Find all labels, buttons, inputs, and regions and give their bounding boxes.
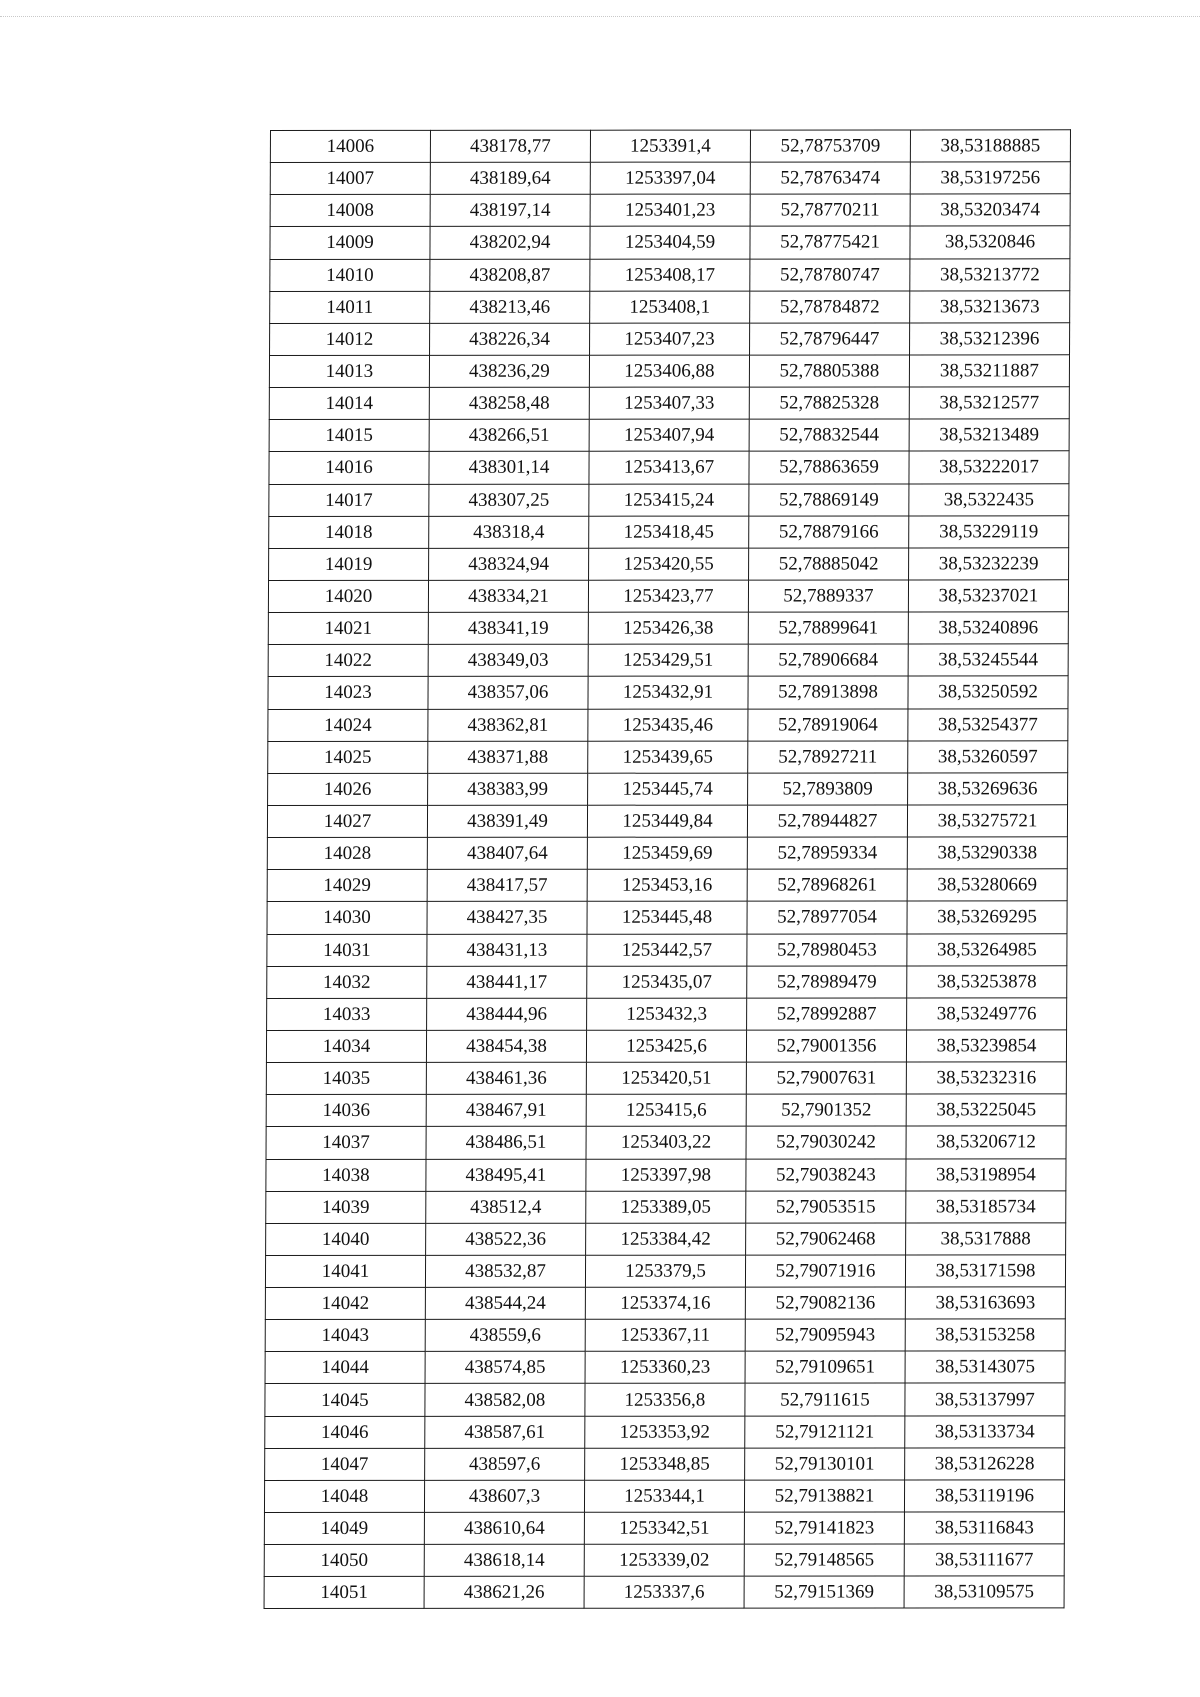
x-coordinate-cell: 438178,77 <box>430 130 590 162</box>
longitude-cell: 38,53232239 <box>909 548 1069 580</box>
y-coordinate-cell: 1253384,42 <box>586 1223 746 1255</box>
latitude-cell: 52,78977054 <box>747 901 907 933</box>
longitude-cell: 38,53197256 <box>910 162 1070 194</box>
x-coordinate-cell: 438522,36 <box>426 1223 586 1255</box>
latitude-cell: 52,78805388 <box>749 355 909 387</box>
latitude-cell: 52,78959334 <box>747 837 907 869</box>
latitude-cell: 52,79121121 <box>745 1416 905 1448</box>
point-number-cell: 14033 <box>267 998 427 1030</box>
x-coordinate-cell: 438441,17 <box>427 966 587 998</box>
point-number-cell: 14019 <box>269 548 429 580</box>
table-row <box>265 1415 1065 1448</box>
y-coordinate-cell: 1253408,1 <box>590 291 750 323</box>
document-sheet <box>270 130 1071 1609</box>
longitude-cell: 38,53143075 <box>905 1351 1065 1383</box>
x-coordinate-cell: 438417,57 <box>427 869 587 901</box>
point-number-cell: 14023 <box>268 677 428 709</box>
point-number-cell: 14038 <box>266 1159 426 1191</box>
point-number-cell: 14028 <box>267 837 427 869</box>
longitude-cell: 38,53116843 <box>904 1512 1064 1544</box>
x-coordinate-cell: 438427,35 <box>427 902 587 934</box>
longitude-cell: 38,53222017 <box>909 451 1069 483</box>
latitude-cell: 52,7901352 <box>746 1094 906 1126</box>
point-number-cell: 14051 <box>264 1577 424 1609</box>
point-number-cell: 14030 <box>267 902 427 934</box>
point-number-cell: 14031 <box>267 934 427 966</box>
y-coordinate-cell: 1253449,84 <box>587 805 747 837</box>
longitude-cell: 38,53232316 <box>906 1062 1066 1094</box>
table-row <box>269 387 1069 420</box>
table-row <box>267 837 1067 870</box>
longitude-cell: 38,53213489 <box>909 419 1069 451</box>
point-number-cell: 14026 <box>268 773 428 805</box>
x-coordinate-cell: 438197,14 <box>430 195 590 227</box>
table-row <box>265 1319 1065 1352</box>
longitude-cell: 38,53153258 <box>905 1319 1065 1351</box>
longitude-cell: 38,53203474 <box>910 194 1070 226</box>
longitude-cell: 38,53133734 <box>905 1415 1065 1447</box>
latitude-cell: 52,78968261 <box>747 869 907 901</box>
table-row <box>267 998 1067 1031</box>
point-number-cell: 14043 <box>265 1320 425 1352</box>
point-number-cell: 14047 <box>265 1448 425 1480</box>
latitude-cell: 52,79138821 <box>744 1480 904 1512</box>
y-coordinate-cell: 1253425,6 <box>586 1030 746 1062</box>
point-number-cell: 14039 <box>266 1191 426 1223</box>
point-number-cell: 14009 <box>270 227 430 259</box>
x-coordinate-cell: 438334,21 <box>428 580 588 612</box>
x-coordinate-cell: 438202,94 <box>430 227 590 259</box>
table-row <box>266 1030 1066 1063</box>
latitude-cell: 52,78763474 <box>750 162 910 194</box>
y-coordinate-cell: 1253374,16 <box>585 1287 745 1319</box>
point-number-cell: 14035 <box>266 1062 426 1094</box>
latitude-cell: 52,79095943 <box>745 1319 905 1351</box>
latitude-cell: 52,78992887 <box>747 998 907 1030</box>
y-coordinate-cell: 1253356,8 <box>585 1384 745 1416</box>
point-number-cell: 14010 <box>270 259 430 291</box>
point-number-cell: 14018 <box>269 516 429 548</box>
longitude-cell: 38,53229119 <box>909 515 1069 547</box>
coordinates-table <box>264 129 1071 1609</box>
y-coordinate-cell: 1253379,5 <box>585 1255 745 1287</box>
table-row <box>270 194 1070 227</box>
point-number-cell: 14017 <box>269 484 429 516</box>
longitude-cell: 38,53239854 <box>906 1030 1066 1062</box>
latitude-cell: 52,79030242 <box>746 1126 906 1158</box>
y-coordinate-cell: 1253423,77 <box>588 580 748 612</box>
longitude-cell: 38,53171598 <box>905 1255 1065 1287</box>
longitude-cell: 38,53206712 <box>906 1126 1066 1158</box>
table-row <box>266 1223 1066 1256</box>
longitude-cell: 38,53253878 <box>907 965 1067 997</box>
x-coordinate-cell: 438467,91 <box>426 1094 586 1126</box>
table-row <box>265 1448 1065 1481</box>
longitude-cell: 38,53245544 <box>908 644 1068 676</box>
point-number-cell: 14012 <box>270 323 430 355</box>
y-coordinate-cell: 1253367,11 <box>585 1319 745 1351</box>
point-number-cell: 14015 <box>269 420 429 452</box>
latitude-cell: 52,78913898 <box>748 676 908 708</box>
longitude-cell: 38,53213772 <box>910 258 1070 290</box>
longitude-cell: 38,53212577 <box>909 387 1069 419</box>
x-coordinate-cell: 438318,4 <box>429 516 589 548</box>
point-number-cell: 14008 <box>270 195 430 227</box>
point-number-cell: 14029 <box>267 870 427 902</box>
x-coordinate-cell: 438486,51 <box>426 1127 586 1159</box>
table-row <box>266 1062 1066 1095</box>
point-number-cell: 14020 <box>268 580 428 612</box>
x-coordinate-cell: 438362,81 <box>428 709 588 741</box>
longitude-cell: 38,53269295 <box>907 901 1067 933</box>
x-coordinate-cell: 438512,4 <box>426 1191 586 1223</box>
point-number-cell: 14007 <box>270 163 430 195</box>
x-coordinate-cell: 438532,87 <box>425 1255 585 1287</box>
latitude-cell: 52,79053515 <box>746 1191 906 1223</box>
y-coordinate-cell: 1253432,3 <box>587 998 747 1030</box>
y-coordinate-cell: 1253342,51 <box>584 1512 744 1544</box>
x-coordinate-cell: 438236,29 <box>429 355 589 387</box>
y-coordinate-cell: 1253429,51 <box>588 644 748 676</box>
latitude-cell: 52,78919064 <box>748 708 908 740</box>
table-row <box>269 451 1069 484</box>
table-row <box>270 226 1070 259</box>
y-coordinate-cell: 1253445,48 <box>587 901 747 933</box>
latitude-cell: 52,79071916 <box>745 1255 905 1287</box>
latitude-cell: 52,79151369 <box>744 1576 904 1608</box>
y-coordinate-cell: 1253407,94 <box>589 419 749 451</box>
table-row <box>266 1094 1066 1127</box>
longitude-cell: 38,53225045 <box>906 1094 1066 1126</box>
x-coordinate-cell: 438621,26 <box>424 1577 584 1609</box>
longitude-cell: 38,53250592 <box>908 676 1068 708</box>
point-number-cell: 14040 <box>266 1223 426 1255</box>
table-row <box>267 933 1067 966</box>
point-number-cell: 14016 <box>269 452 429 484</box>
x-coordinate-cell: 438213,46 <box>430 291 590 323</box>
table-row <box>270 291 1070 324</box>
x-coordinate-cell: 438266,51 <box>429 419 589 451</box>
y-coordinate-cell: 1253407,33 <box>589 387 749 419</box>
y-coordinate-cell: 1253439,65 <box>588 741 748 773</box>
y-coordinate-cell: 1253413,67 <box>589 451 749 483</box>
point-number-cell: 14021 <box>268 612 428 644</box>
latitude-cell: 52,78796447 <box>750 323 910 355</box>
x-coordinate-cell: 438587,61 <box>425 1416 585 1448</box>
y-coordinate-cell: 1253415,6 <box>586 1094 746 1126</box>
latitude-cell: 52,78780747 <box>750 259 910 291</box>
longitude-cell: 38,53126228 <box>905 1448 1065 1480</box>
y-coordinate-cell: 1253360,23 <box>585 1351 745 1383</box>
longitude-cell: 38,53212396 <box>910 323 1070 355</box>
table-row <box>269 419 1069 452</box>
point-number-cell: 14045 <box>265 1384 425 1416</box>
table-row <box>268 676 1068 709</box>
y-coordinate-cell: 1253353,92 <box>585 1416 745 1448</box>
point-number-cell: 14036 <box>266 1095 426 1127</box>
longitude-cell: 38,53290338 <box>907 837 1067 869</box>
point-number-cell: 14042 <box>265 1287 425 1319</box>
latitude-cell: 52,78989479 <box>747 966 907 998</box>
x-coordinate-cell: 438391,49 <box>427 805 587 837</box>
table-row <box>270 130 1070 163</box>
point-number-cell: 14034 <box>266 1030 426 1062</box>
table-row <box>267 901 1067 934</box>
point-number-cell: 14050 <box>264 1545 424 1577</box>
y-coordinate-cell: 1253403,22 <box>586 1126 746 1158</box>
x-coordinate-cell: 438357,06 <box>428 677 588 709</box>
latitude-cell: 52,7893809 <box>748 773 908 805</box>
table-row <box>270 258 1070 291</box>
longitude-cell: 38,53275721 <box>907 805 1067 837</box>
y-coordinate-cell: 1253391,4 <box>590 130 750 162</box>
y-coordinate-cell: 1253420,55 <box>589 548 749 580</box>
point-number-cell: 14024 <box>268 709 428 741</box>
longitude-cell: 38,53249776 <box>907 998 1067 1030</box>
x-coordinate-cell: 438461,36 <box>426 1062 586 1094</box>
x-coordinate-cell: 438495,41 <box>426 1159 586 1191</box>
table-row <box>264 1512 1064 1545</box>
table-row <box>265 1255 1065 1288</box>
longitude-cell: 38,53254377 <box>908 708 1068 740</box>
y-coordinate-cell: 1253459,69 <box>587 837 747 869</box>
y-coordinate-cell: 1253406,88 <box>589 355 749 387</box>
latitude-cell: 52,78869149 <box>749 483 909 515</box>
table-row <box>268 580 1068 613</box>
y-coordinate-cell: 1253426,38 <box>588 612 748 644</box>
x-coordinate-cell: 438574,85 <box>425 1352 585 1384</box>
latitude-cell: 52,78753709 <box>750 130 910 162</box>
latitude-cell: 52,78899641 <box>748 612 908 644</box>
point-number-cell: 14041 <box>265 1255 425 1287</box>
y-coordinate-cell: 1253418,45 <box>589 516 749 548</box>
table-row <box>267 805 1067 838</box>
point-number-cell: 14037 <box>266 1127 426 1159</box>
longitude-cell: 38,53260597 <box>908 740 1068 772</box>
x-coordinate-cell: 438610,64 <box>424 1512 584 1544</box>
point-number-cell: 14014 <box>269 387 429 419</box>
x-coordinate-cell: 438544,24 <box>425 1287 585 1319</box>
x-coordinate-cell: 438307,25 <box>429 484 589 516</box>
table-row <box>268 612 1068 645</box>
y-coordinate-cell: 1253401,23 <box>590 194 750 226</box>
y-coordinate-cell: 1253344,1 <box>584 1480 744 1512</box>
longitude-cell: 38,5322435 <box>909 483 1069 515</box>
y-coordinate-cell: 1253337,6 <box>584 1576 744 1608</box>
table-row <box>265 1351 1065 1384</box>
point-number-cell: 14022 <box>268 645 428 677</box>
x-coordinate-cell: 438208,87 <box>430 259 590 291</box>
longitude-cell: 38,53111677 <box>904 1544 1064 1576</box>
longitude-cell: 38,53213673 <box>910 291 1070 323</box>
x-coordinate-cell: 438301,14 <box>429 452 589 484</box>
point-number-cell: 14046 <box>265 1416 425 1448</box>
point-number-cell: 14006 <box>270 130 430 162</box>
table-row <box>265 1383 1065 1416</box>
x-coordinate-cell: 438431,13 <box>427 934 587 966</box>
y-coordinate-cell: 1253397,98 <box>586 1159 746 1191</box>
x-coordinate-cell: 438444,96 <box>427 998 587 1030</box>
longitude-cell: 38,53163693 <box>905 1287 1065 1319</box>
y-coordinate-cell: 1253435,07 <box>587 966 747 998</box>
latitude-cell: 52,79141823 <box>744 1512 904 1544</box>
y-coordinate-cell: 1253445,74 <box>588 773 748 805</box>
latitude-cell: 52,78775421 <box>750 226 910 258</box>
x-coordinate-cell: 438189,64 <box>430 162 590 194</box>
table-row <box>268 773 1068 806</box>
table-row <box>265 1287 1065 1320</box>
longitude-cell: 38,53119196 <box>904 1480 1064 1512</box>
coordinates-table-body <box>264 130 1070 1609</box>
y-coordinate-cell: 1253415,24 <box>589 484 749 516</box>
x-coordinate-cell: 438454,38 <box>426 1030 586 1062</box>
longitude-cell: 38,53269636 <box>908 773 1068 805</box>
longitude-cell: 38,53264985 <box>907 933 1067 965</box>
latitude-cell: 52,79062468 <box>746 1223 906 1255</box>
latitude-cell: 52,79109651 <box>745 1351 905 1383</box>
y-coordinate-cell: 1253453,16 <box>587 869 747 901</box>
point-number-cell: 14048 <box>264 1480 424 1512</box>
point-number-cell: 14027 <box>267 805 427 837</box>
table-row <box>270 162 1070 195</box>
latitude-cell: 52,7889337 <box>748 580 908 612</box>
point-number-cell: 14025 <box>268 741 428 773</box>
x-coordinate-cell: 438618,14 <box>424 1544 584 1576</box>
x-coordinate-cell: 438597,6 <box>425 1448 585 1480</box>
latitude-cell: 52,79130101 <box>745 1448 905 1480</box>
y-coordinate-cell: 1253339,02 <box>584 1544 744 1576</box>
table-row <box>264 1576 1064 1609</box>
table-row <box>269 548 1069 581</box>
scan-edge-line <box>0 16 1200 17</box>
table-row <box>266 1190 1066 1223</box>
latitude-cell: 52,78832544 <box>749 419 909 451</box>
y-coordinate-cell: 1253435,46 <box>588 709 748 741</box>
latitude-cell: 52,78927211 <box>748 741 908 773</box>
longitude-cell: 38,53198954 <box>906 1158 1066 1190</box>
x-coordinate-cell: 438341,19 <box>428 612 588 644</box>
longitude-cell: 38,5320846 <box>910 226 1070 258</box>
y-coordinate-cell: 1253408,17 <box>590 259 750 291</box>
table-row <box>267 869 1067 902</box>
longitude-cell: 38,53109575 <box>904 1576 1064 1608</box>
x-coordinate-cell: 438371,88 <box>428 741 588 773</box>
table-row <box>268 708 1068 741</box>
x-coordinate-cell: 438349,03 <box>428 644 588 676</box>
table-row <box>269 483 1069 516</box>
table-row <box>266 1158 1066 1191</box>
y-coordinate-cell: 1253404,59 <box>590 227 750 259</box>
point-number-cell: 14013 <box>269 355 429 387</box>
latitude-cell: 52,7911615 <box>745 1383 905 1415</box>
table-row <box>268 740 1068 773</box>
latitude-cell: 52,78980453 <box>747 933 907 965</box>
latitude-cell: 52,78944827 <box>747 805 907 837</box>
latitude-cell: 52,78825328 <box>749 387 909 419</box>
table-row <box>269 355 1069 388</box>
x-coordinate-cell: 438383,99 <box>428 773 588 805</box>
x-coordinate-cell: 438607,3 <box>424 1480 584 1512</box>
latitude-cell: 52,78879166 <box>749 516 909 548</box>
longitude-cell: 38,53188885 <box>910 130 1070 162</box>
y-coordinate-cell: 1253348,85 <box>585 1448 745 1480</box>
x-coordinate-cell: 438407,64 <box>427 837 587 869</box>
longitude-cell: 38,53240896 <box>908 612 1068 644</box>
table-row <box>266 1126 1066 1159</box>
latitude-cell: 52,78863659 <box>749 451 909 483</box>
point-number-cell: 14044 <box>265 1352 425 1384</box>
longitude-cell: 38,53237021 <box>908 580 1068 612</box>
latitude-cell: 52,78784872 <box>750 291 910 323</box>
latitude-cell: 52,79148565 <box>744 1544 904 1576</box>
y-coordinate-cell: 1253397,04 <box>590 162 750 194</box>
table-row <box>270 323 1070 356</box>
y-coordinate-cell: 1253389,05 <box>586 1191 746 1223</box>
x-coordinate-cell: 438559,6 <box>425 1319 585 1351</box>
longitude-cell: 38,53185734 <box>906 1190 1066 1222</box>
latitude-cell: 52,78885042 <box>749 548 909 580</box>
latitude-cell: 52,79001356 <box>746 1030 906 1062</box>
x-coordinate-cell: 438324,94 <box>429 548 589 580</box>
y-coordinate-cell: 1253420,51 <box>586 1062 746 1094</box>
y-coordinate-cell: 1253432,91 <box>588 676 748 708</box>
table-row <box>264 1544 1064 1577</box>
longitude-cell: 38,5317888 <box>906 1223 1066 1255</box>
table-row <box>264 1480 1064 1513</box>
latitude-cell: 52,79038243 <box>746 1158 906 1190</box>
longitude-cell: 38,53211887 <box>909 355 1069 387</box>
table-row <box>269 515 1069 548</box>
longitude-cell: 38,53137997 <box>905 1383 1065 1415</box>
point-number-cell: 14032 <box>267 966 427 998</box>
table-row <box>268 644 1068 677</box>
latitude-cell: 52,79082136 <box>745 1287 905 1319</box>
x-coordinate-cell: 438226,34 <box>430 323 590 355</box>
longitude-cell: 38,53280669 <box>907 869 1067 901</box>
y-coordinate-cell: 1253407,23 <box>590 323 750 355</box>
latitude-cell: 52,78770211 <box>750 194 910 226</box>
x-coordinate-cell: 438258,48 <box>429 387 589 419</box>
table-row <box>267 965 1067 998</box>
point-number-cell: 14011 <box>270 291 430 323</box>
x-coordinate-cell: 438582,08 <box>425 1384 585 1416</box>
point-number-cell: 14049 <box>264 1512 424 1544</box>
latitude-cell: 52,78906684 <box>748 644 908 676</box>
latitude-cell: 52,79007631 <box>746 1062 906 1094</box>
y-coordinate-cell: 1253442,57 <box>587 934 747 966</box>
